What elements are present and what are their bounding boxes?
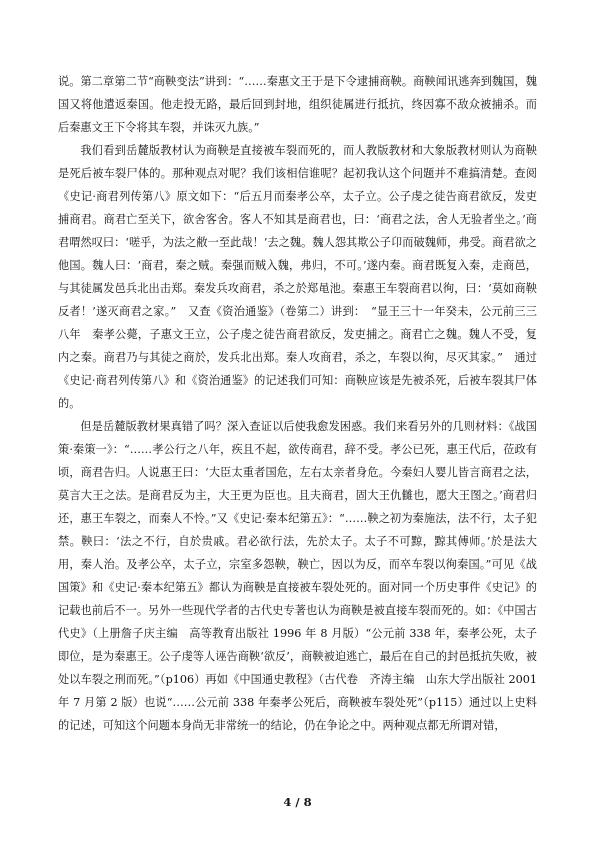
paragraph-2: 我们看到岳麓版教材认为商鞅是直接被车裂而死的，而人教版教材和大象版教材则认为商鞅是死后被车裂尸体的。那种观点对呢？我们该相信谁呢？起初我认这个问题并不难搞清楚。查阅《史记·商君列传第八》原文如下：“后五月而秦孝公卒，太子立。公子虔之徒告商君欲反，发吏捕商君。商君亡至关下，欲舍客舍。客人不知其是商君也，曰：‘商君之法，舍人无验者坐之。’商君喟然叹曰：‘嗟乎，为法之敝一至此哉！’去之魏。魏人怨其欺公子卬而破魏师，弗受。商君欲之他国。魏人曰：‘商君，秦之贼。秦强而贼入魏，弗归，不可。’遂内秦。商君既复入秦，走商邑，与其徒属发邑兵北出击郑。秦发兵攻商君，杀之於郑黾池。秦惠王车裂商君以徇，曰：‘莫如商鞅反者！’遂灭商君之家。” 又查《资治通鉴》（卷第二）讲到： “显王三十一年癸未，公元前三三八年 秦孝公薨，子惠文王立，公子虔之徒告商君欲反，发吏捕之。商君亡之魏。魏人不受，复内之秦。商君乃与其徒之商於，发兵北出郑。秦人攻商君，杀之，车裂以徇，尽灭其家。” 通过《史记·商君列传第八》和《资治通鉴》的记述我们可知：商鞅应该是先被杀死，后被车裂其尸体的。	[58, 144, 537, 410]
paragraph-3: 但是岳麓版教材果真错了吗？深入查证以后使我愈发困惑。我们来看另外的几则材料：《战国策·秦策一》：“……孝公行之八年，疾且不起，欲传商君，辞不受。孝公已死，惠王代后，莅政有顷，商君告归。人说惠王曰：‘大臣太重者国危，左右太亲者身危。今秦妇人婴儿皆言商君之法，莫言大王之法。是商君反为主，大王更为臣也。且夫商君，固大王仇雠也，愿大王图之。’商君归还，惠王车裂之，而秦人不怜。”又《史记·秦本纪第五》：“……鞅之初为秦施法，法不行，太子犯禁。鞅曰：‘法之不行，自於贵戚。君必欲行法，先於太子。太子不可黥，黥其傅师。’於是法大用，秦人治。及孝公卒，太子立，宗室多怨鞅，鞅亡，因以为反，而卒车裂以徇秦国。”可见《战国策》和《史记·秦本纪第五》都认为商鞅是直接被车裂处死的。面对同一个历史事件《史记》的记载也前后不一。另外一些现代学者的古代史专著也认为商鞅是被直接车裂而死的。如：《中国古代史》（上册詹子庆主编 高等教育出版社 1996 年 8 月版）“公元前 338 年，秦孝公死，太子即位，是为秦惠王。公子虔等人诬告商鞅‘欲反’，商鞅被迫逃亡，最后在自己的封邑抵抗失败，被处以车裂之刑而死。”（p106）再如《中国通史教程》（古代卷 齐涛主编 山东大学出版社 2001 年 7 月第 2 版）也说“……公元前 338 年秦孝公死后，商鞅被车裂处死”（p115）通过以上史料的记述，可知这个问题本身尚无非常统一的结论，仍在争论之中。两种观点都无所谓对错，	[58, 420, 537, 732]
document-body	[58, 70, 537, 737]
paragraph-1: 说。第二章第二节“商鞅变法”讲到：“……秦惠文王于是下令逮捕商鞅。商鞅闻讯逃奔到魏国，魏国又将他遣返秦国。他走投无路，最后回到封地，组织徒属进行抵抗，终因寡不敌众被捕杀。而后秦惠文王下令将其车裂，并诛灭九族。”	[58, 75, 537, 134]
page-number: 4 / 8	[283, 795, 312, 809]
